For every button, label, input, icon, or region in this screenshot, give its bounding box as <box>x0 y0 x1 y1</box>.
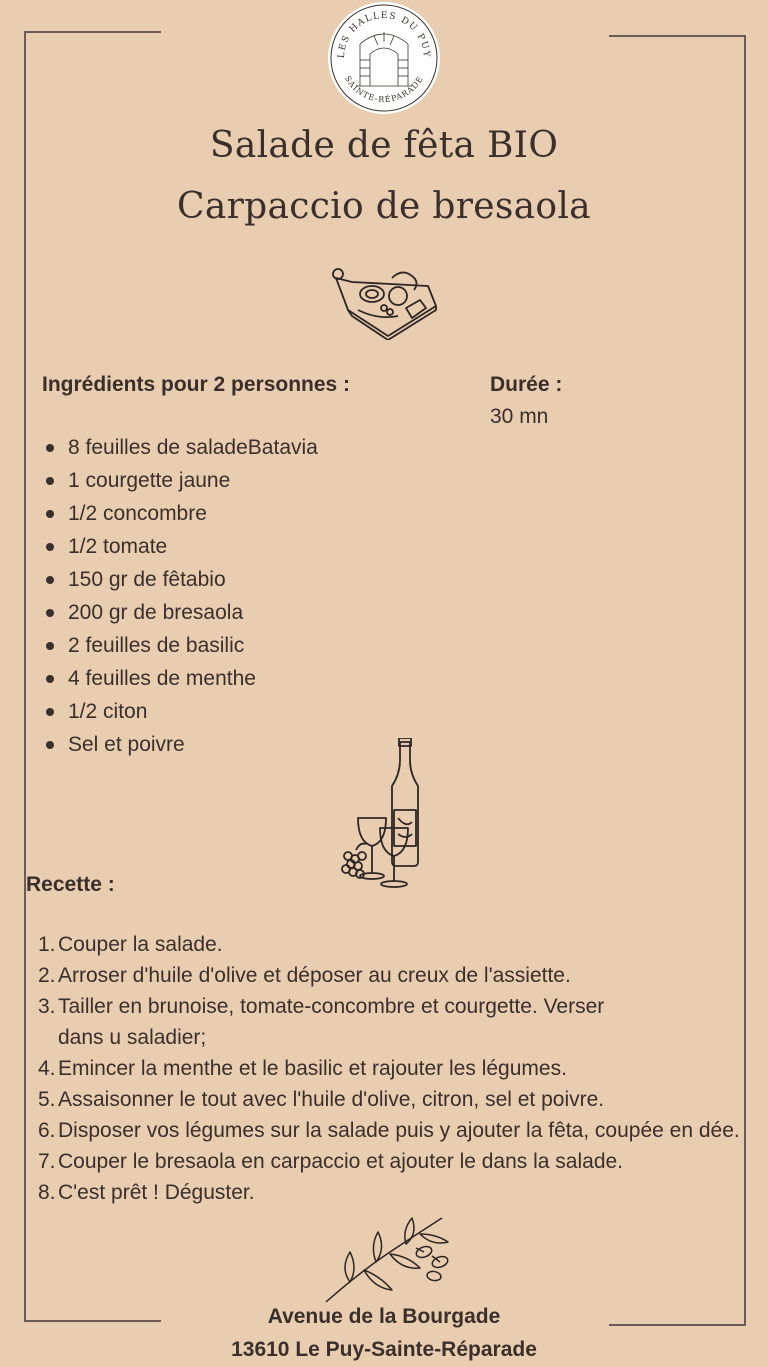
recipe-step <box>38 991 758 1053</box>
frame-left-top-line <box>24 31 161 33</box>
recipe-title-line2: Carpaccio de bresaola <box>177 186 591 227</box>
step-text: Arroser d'huile d'olive et déposer au creux de l'assiette. <box>58 964 571 987</box>
halles-logo-icon <box>326 0 442 116</box>
duration-value: 30 mn <box>490 405 549 428</box>
address-line1: Avenue de la Bourgade <box>267 1305 501 1328</box>
recipe-step <box>38 1177 758 1208</box>
recipe-title-line1: Salade de fêta BIO <box>209 125 559 166</box>
step-text: Assaisonner le tout avec l'huile d'olive, citron, sel et poivre. <box>58 1088 605 1111</box>
step-number: 5. <box>38 1088 56 1111</box>
recipe-heading: Recette : <box>26 873 115 896</box>
step-number: 3. <box>38 995 56 1018</box>
ingredients-heading: Ingrédients pour 2 personnes : <box>42 373 351 396</box>
charcuterie-board-icon <box>328 264 440 340</box>
frame-right-top-line <box>609 35 746 37</box>
ingredient-item: 150 gr de fêtabio <box>44 563 318 596</box>
step-number: 1. <box>38 933 56 956</box>
recipe-step <box>38 1115 758 1146</box>
step-text: Emincer la menthe et le basilic et rajouter les légumes. <box>58 1057 567 1080</box>
recipe-step <box>38 1084 758 1115</box>
step-text: Disposer vos légumes sur la salade puis y ajouter la fêta, coupée en dée. <box>58 1119 740 1142</box>
step-number: 6. <box>38 1119 56 1142</box>
recipe-step <box>38 960 758 991</box>
step-number: 7. <box>38 1150 56 1173</box>
step-text: Tailler en brunoise, tomate-concombre et courgette. Verser dans u saladier; <box>58 995 605 1049</box>
ingredient-item: 1 courgette jaune <box>44 464 318 497</box>
olive-branch-icon <box>320 1212 460 1308</box>
recipe-step <box>38 1146 758 1177</box>
logo-bottom-text: SAINTE-RÉPARADE <box>342 74 426 105</box>
recipe-step <box>38 1053 758 1084</box>
ingredient-item: 1/2 tomate <box>44 530 318 563</box>
recipe-step <box>38 929 758 960</box>
ingredient-item: 4 feuilles de menthe <box>44 662 318 695</box>
address-line2: 13610 Le Puy-Sainte-Réparade <box>231 1338 537 1361</box>
step-number: 2. <box>38 964 56 987</box>
step-number: 4. <box>38 1057 56 1080</box>
ingredient-item: 2 feuilles de basilic <box>44 629 318 662</box>
ingredient-item: 1/2 citon <box>44 695 318 728</box>
ingredient-item: 200 gr de bresaola <box>44 596 318 629</box>
recipe-steps-list <box>38 929 758 1208</box>
duration-heading: Durée : <box>490 373 563 396</box>
step-text: Couper le bresaola en carpaccio et ajouter le dans la salade. <box>58 1150 624 1173</box>
wine-bottle-glasses-icon <box>336 738 436 890</box>
logo-top-text: LES HALLES DU PUY <box>336 10 432 59</box>
ingredient-item: Sel et poivre <box>44 728 318 761</box>
ingredient-item: 1/2 concombre <box>44 497 318 530</box>
ingredient-item: 8 feuilles de saladeBatavia <box>44 431 318 464</box>
ingredients-list <box>44 431 318 761</box>
step-text: C'est prêt ! Déguster. <box>58 1181 255 1204</box>
step-text: Couper la salade. <box>58 933 223 956</box>
step-number: 8. <box>38 1181 56 1204</box>
